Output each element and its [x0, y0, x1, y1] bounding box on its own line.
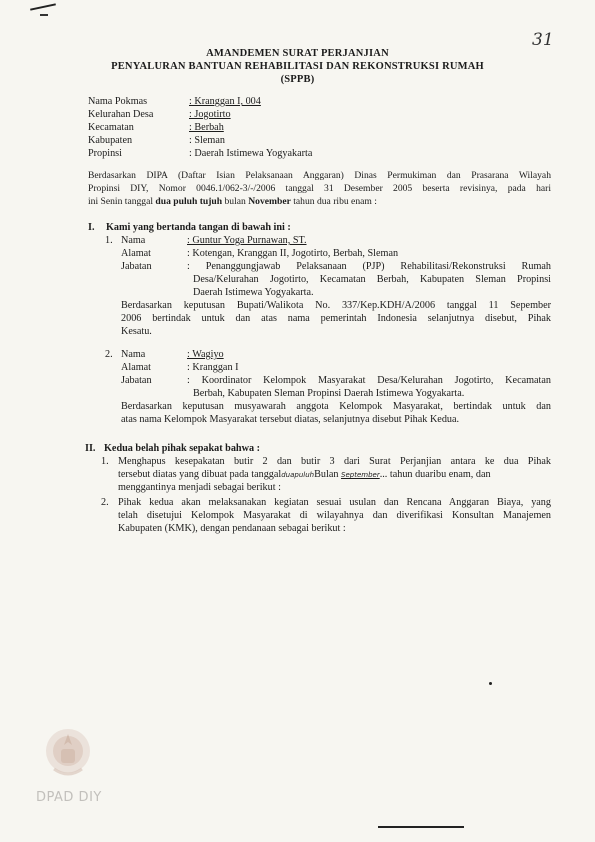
field-label: Jabatan: [121, 375, 152, 386]
info-label: Propinsi: [88, 148, 122, 159]
field-label: Alamat: [121, 248, 151, 259]
info-label: Kabupaten: [88, 135, 133, 146]
info-label: Kecamatan: [88, 122, 134, 133]
party-number: 1.: [105, 235, 113, 246]
info-label: Nama Pokmas: [88, 96, 148, 107]
doc-title-line3: (SPPB): [280, 74, 315, 85]
info-value: : Jogotirto: [189, 109, 231, 120]
item-line: tersebut diatas yang dibuat pada tanggalduapuluhBulan September... tahun duaribu enam, dan: [118, 469, 491, 480]
corner-pen-mark: [30, 3, 56, 10]
basis-line: Berdasarkan keputusan Bupati/Walikota No. 337/Kep.KDH/A/2006 tanggal 11 Sepember: [121, 300, 551, 311]
intro-line: Propinsi DIY, Nomor 0046.1/062-3/-/2006 tanggal 31 Desember 2005 beserta revisinya, pada hari: [88, 183, 551, 194]
item-line: Pihak kedua akan melaksanakan kegiatan sesuai usulan dan Rencana Anggaran Biaya, yang: [118, 497, 551, 508]
section-heading: Kedua belah pihak sepakat bahwa :: [104, 443, 260, 454]
field-value: : Guntur Yoga Purnawan, ST.: [187, 235, 307, 246]
intro-line: Berdasarkan DIPA (Daftar Isian Pelaksanaan Anggaran) Dinas Permukiman dan Prasarana Wilayah: [88, 170, 551, 181]
item-line: Kabupaten (KMK), dengan pendanaan sebagai berikut :: [118, 523, 346, 534]
info-value: : Daerah Istimewa Yogyakarta: [189, 148, 313, 159]
bottom-rule: [378, 826, 464, 828]
doc-title-line2: PENYALURAN BANTUAN REHABILITASI DAN REKONSTRUKSI RUMAH: [111, 61, 484, 72]
info-value: : Kranggan I, 004: [189, 96, 261, 107]
info-label: Kelurahan Desa: [88, 109, 154, 120]
section-heading: Kami yang bertanda tangan di bawah ini :: [106, 222, 291, 233]
basis-line: Kesatu.: [121, 326, 152, 337]
info-value: : Berbah: [189, 122, 224, 133]
section-numeral: I.: [88, 222, 95, 233]
page-number: 31: [532, 30, 554, 50]
field-value-cont: Daerah Istimewa Yogyakarta.: [193, 287, 314, 298]
corner-pen-mark-small: [40, 14, 48, 16]
handwritten-day: duapuluh: [281, 471, 315, 479]
item-number: 2.: [101, 497, 109, 508]
field-label: Alamat: [121, 362, 151, 373]
field-value: : Wagiyo: [187, 349, 224, 360]
field-value: : Koordinator Kelompok Masyarakat Desa/Kelurahan Jogotirto, Kecamatan: [187, 375, 551, 386]
doc-title-line1: AMANDEMEN SURAT PERJANJIAN: [206, 48, 389, 59]
field-value: : Kranggan I: [187, 362, 239, 373]
intro-line: ini Senin tanggal dua puluh tujuh bulan November tahun dua ribu enam :: [88, 196, 377, 207]
field-label: Nama: [121, 235, 146, 246]
archive-seal-watermark: [42, 725, 94, 783]
item-line: telah disetujui Kelompok Masyarakat di wilayahnya dan diverifikasi Konsultan Manajemen: [118, 510, 551, 521]
party-number: 2.: [105, 349, 113, 360]
field-label: Jabatan: [121, 261, 152, 272]
item-number: 1.: [101, 456, 109, 467]
field-value-cont: Desa/Kelurahan Jogotirto, Kecamatan Berbah, Kabupaten Sleman Propinsi: [193, 274, 551, 285]
handwritten-month: September: [341, 471, 380, 479]
item-line: Menghapus kesepakatan butir 2 dan butir 3 dari Surat Perjanjian antara ke dua Pihak: [118, 456, 551, 467]
item-line: menggantinya menjadi sebagai berikut :: [118, 482, 281, 493]
basis-line: Berdasarkan keputusan musyawarah anggota Kelompok Masyarakat, bertindak untuk dan: [121, 401, 551, 412]
basis-line: 2006 bertindak untuk dan atas nama pemerintah Indonesia selanjutnya disebut, Pihak: [121, 313, 551, 324]
field-value: : Kotengan, Kranggan II, Jogotirto, Berbah, Sleman: [187, 248, 399, 259]
watermark-text: DPAD DIY: [36, 790, 102, 805]
basis-line: atas nama Kelompok Masyarakat tersebut diatas, selanjutnya disebut Pihak Kedua.: [121, 414, 460, 425]
info-value: : Sleman: [189, 135, 225, 146]
field-label: Nama: [121, 349, 146, 360]
section-numeral: II.: [85, 443, 96, 454]
field-value: : Penanggungjawab Pelaksanaan (PJP) Rehabilitasi/Rekonstruksi Rumah: [187, 261, 551, 272]
ink-dot: [489, 682, 492, 685]
field-value-cont: Berbah, Kabupaten Sleman Propinsi Daerah Istimewa Yogyakarta.: [193, 388, 465, 399]
